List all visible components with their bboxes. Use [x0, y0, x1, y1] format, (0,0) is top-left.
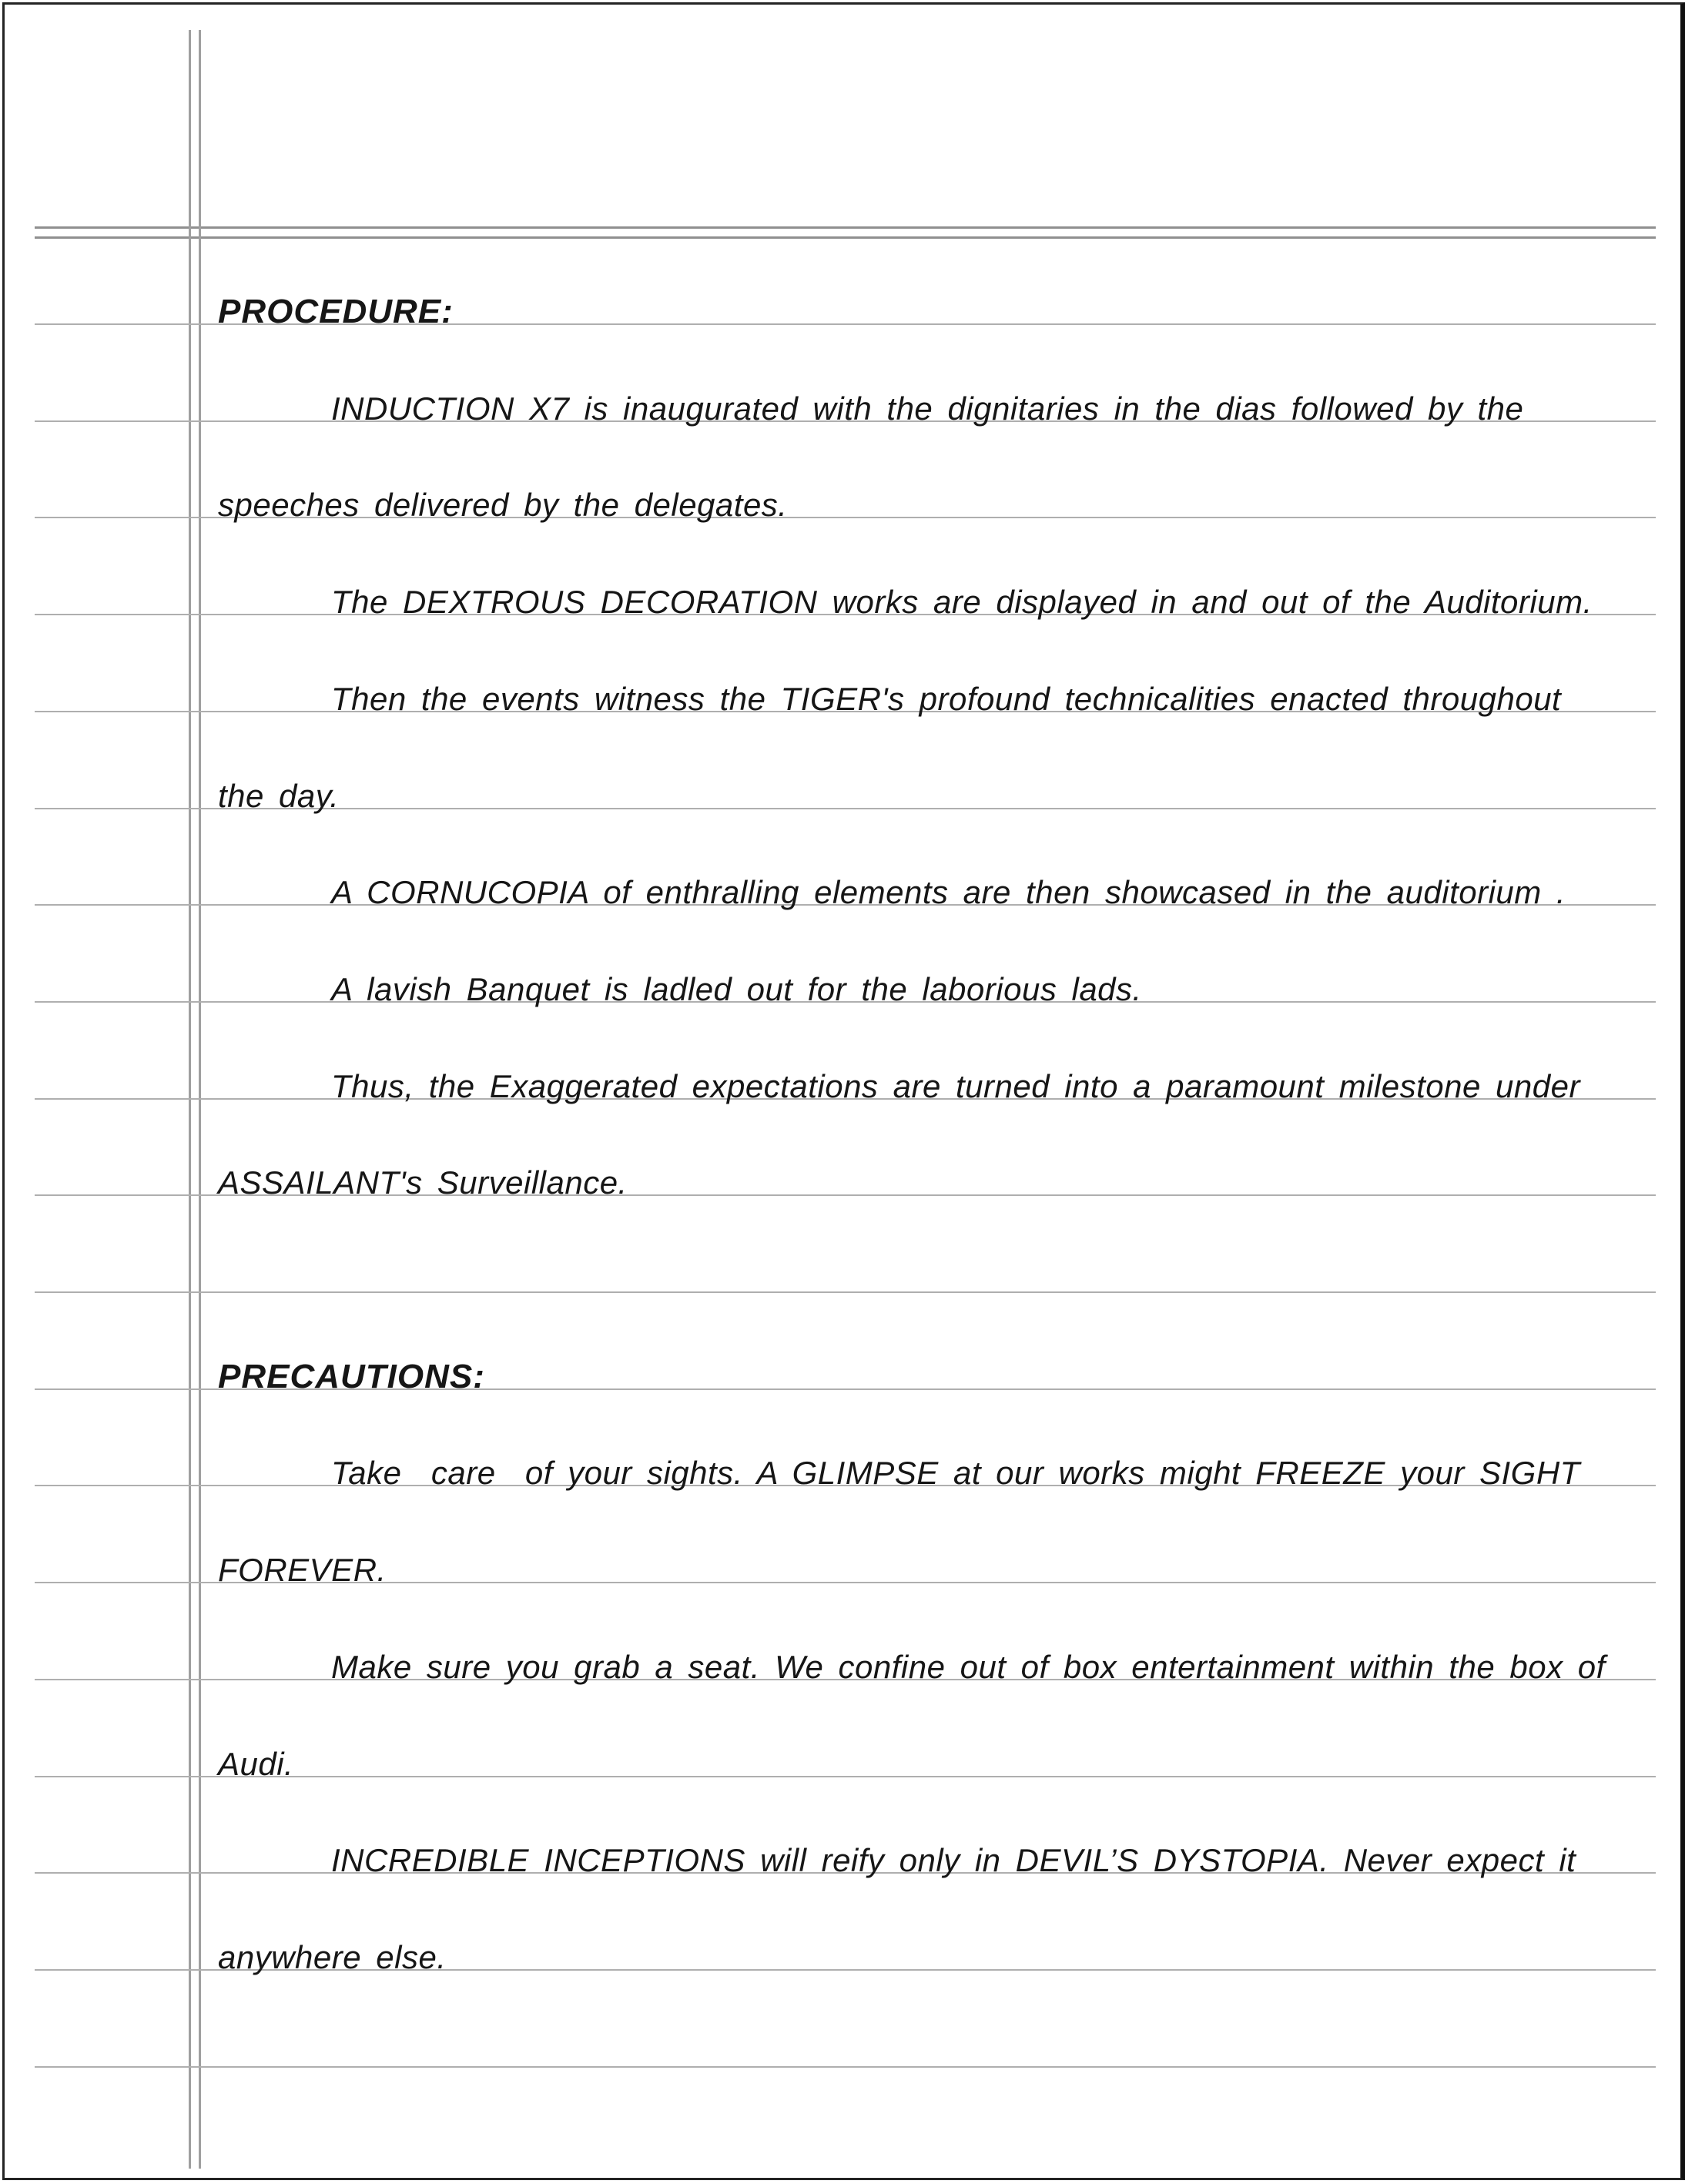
take-care-line-1: Take care of your sights. A GLIMPSE at our works might FREEZE your SIGHT: [331, 1455, 1580, 1491]
decoration-line: The DEXTROUS DECORATION works are displayed in and out of the Auditorium.: [331, 584, 1593, 620]
inceptions-line-1: INCREDIBLE INCEPTIONS will reify only in DEVIL’S DYSTOPIA. Never expect it: [331, 1842, 1576, 1878]
tiger-line-2: the day.: [218, 778, 340, 814]
induction-line-1: INDUCTION X7 is inaugurated with the dignitaries in the dias followed by the: [331, 390, 1524, 427]
take-care-line-2: FOREVER.: [218, 1552, 387, 1588]
precautions-heading: PRECAUTIONS:: [218, 1358, 485, 1395]
header-double-line-top: [35, 226, 1656, 229]
ruled-line: [35, 1291, 1656, 1293]
header-double-line-bottom: [35, 236, 1656, 239]
grab-seat-line-2: Audi.: [218, 1746, 294, 1782]
milestone-line-1: Thus, the Exaggerated expectations are turned into a paramount milestone under: [331, 1068, 1580, 1104]
tiger-line-1: Then the events witness the TIGER's profound technicalities enacted throughout: [331, 681, 1562, 717]
induction-line-2: speeches delivered by the delegates.: [218, 487, 788, 523]
milestone-line-2: ASSAILANT's Surveillance.: [218, 1164, 628, 1201]
banquet-line: A lavish Banquet is ladled out for the laborious lads.: [331, 971, 1142, 1007]
ruled-line: [35, 2066, 1656, 2068]
cornucopia-line: A CORNUCOPIA of enthralling elements are then showcased in the auditorium .: [331, 874, 1566, 910]
procedure-heading: PROCEDURE:: [218, 293, 454, 330]
inceptions-line-2: anywhere else.: [218, 1939, 447, 1975]
grab-seat-line-1: Make sure you grab a seat. We confine out of box entertainment within the box of: [331, 1649, 1606, 1685]
